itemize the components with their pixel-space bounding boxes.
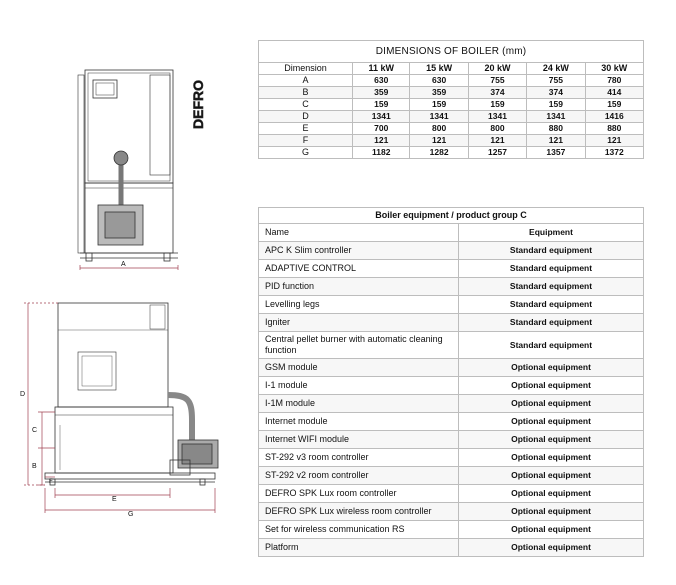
boiler-drawings — [0, 0, 250, 585]
table-row — [259, 467, 644, 485]
dimension-value: 121 — [410, 135, 468, 147]
dimension-value: 359 — [353, 87, 410, 99]
equipment-type: Optional equipment — [459, 395, 644, 413]
front-view-drawing — [78, 70, 178, 261]
equipment-type: Optional equipment — [459, 377, 644, 395]
dim-label-a: A — [121, 261, 126, 268]
dimension-letter: A — [259, 75, 353, 87]
equipment-type: Optional equipment — [459, 503, 644, 521]
dimensions-table — [258, 40, 644, 159]
equipment-type: Standard equipment — [459, 332, 644, 359]
dim-label-e: E — [112, 496, 117, 503]
table-row — [259, 123, 644, 135]
dimension-value: 880 — [585, 123, 643, 135]
dimension-value: 1257 — [468, 147, 526, 159]
equipment-type: Optional equipment — [459, 467, 644, 485]
dimension-value: 1182 — [353, 147, 410, 159]
dimension-value: 121 — [353, 135, 410, 147]
table-row — [259, 431, 644, 449]
column-header: 24 kW — [527, 63, 585, 75]
equipment-type: Standard equipment — [459, 296, 644, 314]
equipment-name: ADAPTIVE CONTROL — [259, 260, 459, 278]
equipment-table-body — [259, 242, 644, 557]
table-row — [259, 539, 644, 557]
equipment-name: Central pellet burner with automatic cleaning function — [259, 332, 459, 359]
dim-label-c: C — [32, 427, 38, 434]
side-view-drawing — [45, 303, 218, 485]
table-row — [259, 87, 644, 99]
dimension-value: 159 — [468, 99, 526, 111]
equipment-name: PID function — [259, 278, 459, 296]
dimension-value: 1282 — [410, 147, 468, 159]
equipment-name: ST-292 v3 room controller — [259, 449, 459, 467]
equipment-type: Standard equipment — [459, 278, 644, 296]
equipment-name: DEFRO SPK Lux room controller — [259, 485, 459, 503]
dimension-header: Dimension — [259, 63, 353, 75]
dimension-value: 1341 — [353, 111, 410, 123]
equipment-name: GSM module — [259, 359, 459, 377]
table-row — [259, 260, 644, 278]
equipment-type: Optional equipment — [459, 449, 644, 467]
dimension-value: 630 — [410, 75, 468, 87]
column-header: 30 kW — [585, 63, 643, 75]
dimension-value: 121 — [468, 135, 526, 147]
dimension-value: 1341 — [468, 111, 526, 123]
table-row — [259, 413, 644, 431]
dimension-value: 414 — [585, 87, 643, 99]
dim-label-f: F — [49, 479, 53, 485]
table-row — [259, 242, 644, 260]
table-row — [259, 449, 644, 467]
dim-label-b: B — [32, 463, 37, 470]
equipment-name: DEFRO SPK Lux wireless room controller — [259, 503, 459, 521]
equipment-table-title: Boiler equipment / product group C — [259, 208, 644, 224]
dimension-value: 780 — [585, 75, 643, 87]
dimension-letter: D — [259, 111, 353, 123]
dim-a — [80, 265, 178, 270]
dimensions-table-body — [259, 75, 644, 159]
dimension-value: 800 — [410, 123, 468, 135]
dimension-value: 359 — [410, 87, 468, 99]
dimension-value: 159 — [353, 99, 410, 111]
table-row — [259, 135, 644, 147]
equipment-table — [258, 207, 644, 557]
equipment-name: Levelling legs — [259, 296, 459, 314]
equipment-type: Optional equipment — [459, 521, 644, 539]
dimension-value: 630 — [353, 75, 410, 87]
table-row — [259, 359, 644, 377]
table-row — [259, 278, 644, 296]
dimension-letter: E — [259, 123, 353, 135]
dimension-value: 700 — [353, 123, 410, 135]
dimension-value: 121 — [527, 135, 585, 147]
equipment-type: Optional equipment — [459, 359, 644, 377]
dimension-letter: G — [259, 147, 353, 159]
column-header: 15 kW — [410, 63, 468, 75]
equipment-type: Optional equipment — [459, 539, 644, 557]
table-row — [259, 395, 644, 413]
dimension-value: 1372 — [585, 147, 643, 159]
equipment-type: Standard equipment — [459, 242, 644, 260]
equipment-type: Optional equipment — [459, 413, 644, 431]
dimension-value: 1416 — [585, 111, 643, 123]
equipment-type: Standard equipment — [459, 260, 644, 278]
equipment-name: I-1 module — [259, 377, 459, 395]
dimension-letter: B — [259, 87, 353, 99]
equipment-header: Equipment — [459, 224, 644, 242]
table-row — [259, 332, 644, 359]
dimension-value: 755 — [468, 75, 526, 87]
dimension-value: 880 — [527, 123, 585, 135]
equipment-name: Igniter — [259, 314, 459, 332]
dimension-value: 755 — [527, 75, 585, 87]
dimension-value: 800 — [468, 123, 526, 135]
equipment-name: ST-292 v2 room controller — [259, 467, 459, 485]
dimension-value: 159 — [585, 99, 643, 111]
dimensions-table-title: DIMENSIONS OF BOILER (mm) — [259, 41, 644, 63]
equipment-name: Set for wireless communication RS — [259, 521, 459, 539]
equipment-type: Optional equipment — [459, 431, 644, 449]
dimension-value: 1341 — [527, 111, 585, 123]
dimension-value: 374 — [527, 87, 585, 99]
dimension-letter: F — [259, 135, 353, 147]
equipment-type: Optional equipment — [459, 485, 644, 503]
table-row — [259, 485, 644, 503]
equipment-name: Platform — [259, 539, 459, 557]
dimension-value: 159 — [527, 99, 585, 111]
equipment-name: APC K Slim controller — [259, 242, 459, 260]
table-row — [259, 521, 644, 539]
table-row — [259, 75, 644, 87]
equipment-name: Internet module — [259, 413, 459, 431]
dim-label-d: D — [20, 391, 26, 398]
brand-text: DEFRO — [190, 80, 206, 129]
column-header: 20 kW — [468, 63, 526, 75]
equipment-name: Internet WIFI module — [259, 431, 459, 449]
table-row — [259, 377, 644, 395]
dimension-value: 1357 — [527, 147, 585, 159]
equipment-type: Standard equipment — [459, 314, 644, 332]
dimension-value: 159 — [410, 99, 468, 111]
table-row — [259, 296, 644, 314]
table-row — [259, 147, 644, 159]
table-row — [259, 111, 644, 123]
dimension-value: 1341 — [410, 111, 468, 123]
dimension-letter: C — [259, 99, 353, 111]
table-row — [259, 314, 644, 332]
table-row — [259, 99, 644, 111]
dim-label-g: G — [128, 511, 134, 518]
dimension-value: 374 — [468, 87, 526, 99]
name-header: Name — [259, 224, 459, 242]
equipment-name: I-1M module — [259, 395, 459, 413]
dimension-value: 121 — [585, 135, 643, 147]
column-header: 11 kW — [353, 63, 410, 75]
table-row — [259, 503, 644, 521]
